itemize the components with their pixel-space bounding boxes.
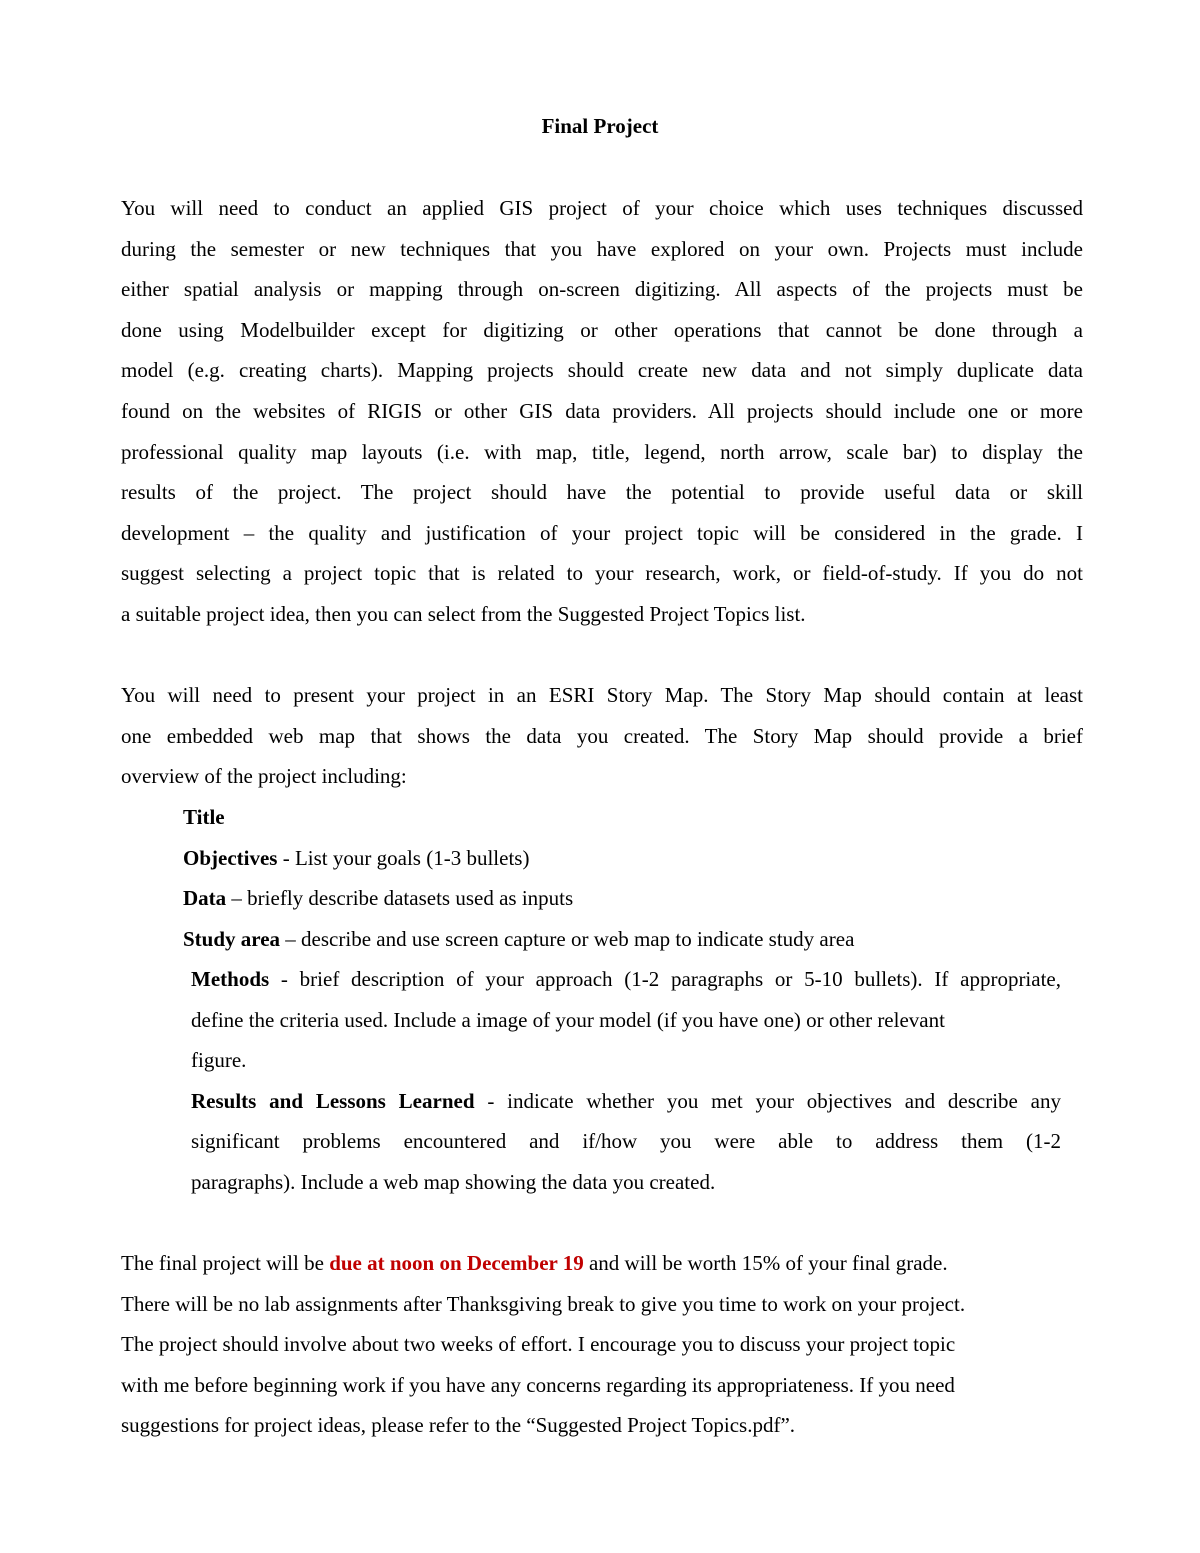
text-line: one embedded web map that shows the data you created. The Story Map should provide a brief [121, 723, 1083, 748]
item-label: Objectives [183, 845, 278, 870]
item-text: - List your goals (1-3 bullets) [277, 845, 530, 870]
paragraph-due-date [121, 1243, 1083, 1446]
item-text: - brief description of your approach (1-2 paragraphs or 5-10 bullets). If appropriate, [269, 967, 1061, 991]
text-line: found on the websites of RIGIS or other GIS data providers. All projects should include one or more [121, 398, 1083, 423]
list-item-results [191, 1081, 1061, 1122]
text-line: There will be no lab assignments after Thanksgiving break to give you time to work on your project. [121, 1291, 966, 1316]
text-line: define the criteria used. Include a image of your model (if you have one) or other relevant [191, 1007, 945, 1032]
text-line: development – the quality and justification of your project topic will be considered in the grade. I [121, 520, 1083, 545]
list-item-methods [191, 959, 1061, 1000]
text-line: suggest selecting a project topic that is related to your research, work, or field-of-study. If you do not [121, 561, 1083, 586]
item-text: – describe and use screen capture or web map to indicate study area [280, 926, 855, 951]
text-line: The project should involve about two weeks of effort. I encourage you to discuss your project topic [121, 1332, 956, 1357]
due-date-highlight: due at noon on December 19 [329, 1251, 584, 1275]
text-line: results of the project. The project should have the potential to provide useful data or skill [121, 480, 1083, 505]
text-line [121, 1243, 1083, 1284]
item-label: Methods [191, 967, 270, 991]
text-line: You will need to present your project in an ESRI Story Map. The Story Map should contain at least [121, 683, 1083, 707]
story-map-contents-list-continued [191, 959, 1061, 1203]
list-item-title [183, 797, 1083, 838]
item-label: Results and Lessons Learned [191, 1088, 475, 1113]
text-line: professional quality map layouts (i.e. with map, title, legend, north arrow, scale bar) to display the [121, 439, 1083, 464]
item-label: Data [183, 886, 227, 911]
text-line: significant problems encountered and if/how you were able to address them (1-2 [191, 1129, 1061, 1154]
text-line: You will need to conduct an applied GIS project of your choice which uses techniques discussed [121, 196, 1083, 220]
document-title: Final Project [541, 114, 659, 138]
item-label: Study area [183, 926, 281, 951]
text-segment: and will be worth 15% of your final grade. [583, 1251, 948, 1275]
text-line: suggestions for project ideas, please refer to the “Suggested Project Topics.pdf”. [121, 1413, 796, 1438]
text-line: either spatial analysis or mapping through on-screen digitizing. All aspects of the projects must be [121, 277, 1083, 302]
item-label: Title [183, 805, 225, 829]
text-line: during the semester or new techniques that you have explored on your own. Projects must include [121, 236, 1083, 261]
text-line: figure. [191, 1048, 247, 1073]
item-text: – briefly describe datasets used as inputs [226, 886, 574, 911]
paragraph-story-map [121, 675, 1083, 797]
list-item-objectives [183, 838, 1083, 879]
text-line: a suitable project idea, then you can select from the Suggested Project Topics list. [121, 601, 806, 626]
text-line: with me before beginning work if you have any concerns regarding its appropriateness. If you need [121, 1372, 955, 1397]
item-text: - indicate whether you met your objectives and describe any [474, 1088, 1061, 1113]
story-map-contents-list [183, 797, 1083, 959]
text-line: overview of the project including: [121, 764, 407, 789]
text-line: paragraphs). Include a web map showing the data you created. [191, 1169, 716, 1194]
list-item-study-area [183, 919, 1083, 960]
list-item-data [183, 878, 1083, 919]
text-segment: The final project will be [121, 1251, 330, 1275]
text-line: model (e.g. creating charts). Mapping projects should create new data and not simply duplicate data [121, 358, 1083, 383]
text-line: done using Modelbuilder except for digitizing or other operations that cannot be done through a [121, 317, 1083, 342]
paragraph-intro [121, 188, 1083, 635]
